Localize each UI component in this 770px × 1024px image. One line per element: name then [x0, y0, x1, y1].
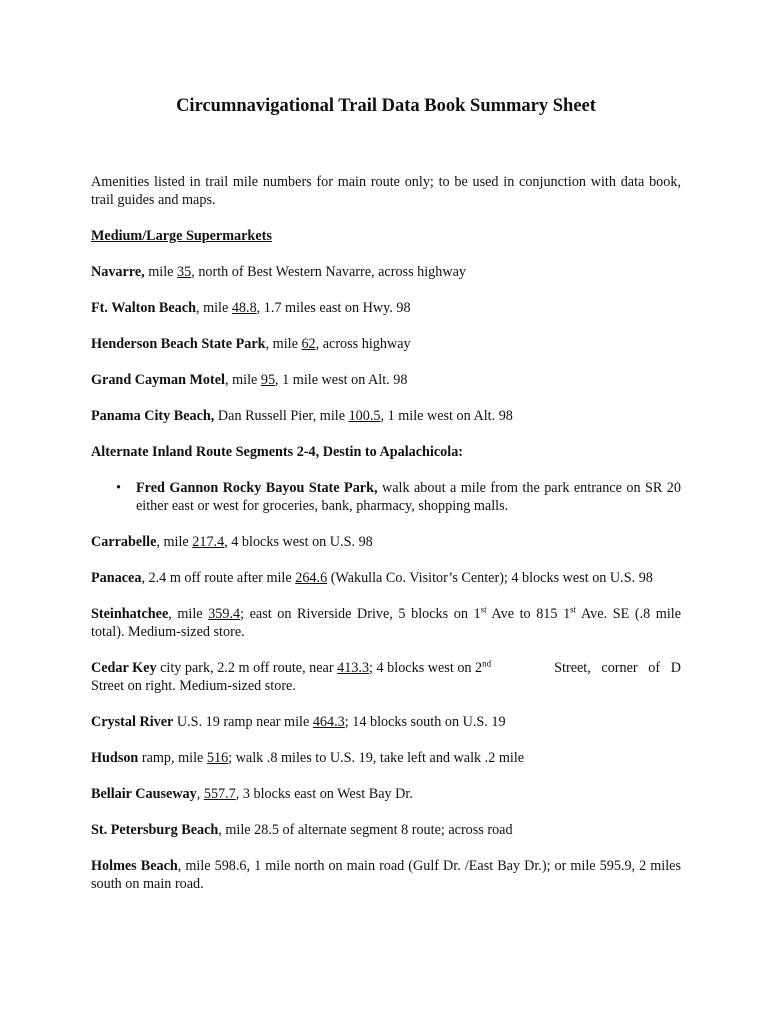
- entry-name: Bellair Causeway: [91, 786, 197, 802]
- entry-text: mile: [144, 264, 178, 280]
- mile-number: 35: [177, 264, 192, 280]
- mile-number: 557.7: [203, 786, 236, 802]
- entry-name: St. Petersburg Beach: [91, 822, 219, 838]
- entry-bellair-causeway: [91, 785, 681, 803]
- entry-text: ; 4 blocks west on 2: [369, 660, 483, 676]
- entry-name: Crystal River: [91, 714, 174, 730]
- entry-name: Fred Gannon Rocky Bayou State Park,: [136, 480, 378, 496]
- entry-text: ; walk .8 miles to U.S. 19, take left and walk .2 mile: [228, 750, 525, 766]
- entry-text: , mile 598.6, 1 mile north on main road (Gulf Dr. /East Bay Dr.); or mile 595.9, 2 miles south on main road.: [91, 858, 681, 892]
- entry-text: , 1 mile west on Alt. 98: [380, 408, 513, 424]
- entry-steinhatchee: [91, 605, 681, 641]
- cedar-key-line-2: Street on right. Medium-sized store.: [91, 678, 296, 694]
- section-heading-supermarkets: [91, 227, 681, 245]
- entry-text: U.S. 19 ramp near mile: [173, 714, 313, 730]
- superscript: st: [570, 604, 577, 615]
- mile-number: 95: [260, 372, 276, 388]
- cedar-key-right: Street, corner of D: [554, 660, 681, 676]
- entry-st-petersburg-beach: [91, 821, 681, 839]
- bullet-list: [91, 479, 681, 515]
- mile-number: 62: [301, 336, 316, 352]
- mile-number: 264.6: [295, 570, 328, 586]
- superscript: nd: [482, 658, 492, 669]
- entry-text: , mile 28.5 of alternate segment 8 route; across road: [218, 822, 513, 838]
- entry-text: , mile: [156, 534, 193, 550]
- mile-number: 217.4: [192, 534, 225, 550]
- entry-name: Grand Cayman Motel: [91, 372, 225, 388]
- entry-holmes-beach: [91, 857, 681, 893]
- entry-navarre: [91, 263, 681, 281]
- mile-number: 516: [206, 750, 229, 766]
- mile-number: 413.3: [337, 660, 370, 676]
- list-item: [116, 479, 681, 515]
- mile-number: 48.8: [231, 300, 257, 316]
- entry-carrabelle: [91, 533, 681, 551]
- entry-text: , 3 blocks east on West Bay Dr.: [235, 786, 413, 802]
- entry-name: Henderson Beach State Park: [91, 336, 266, 352]
- entry-text: , mile: [195, 300, 232, 316]
- entry-cedar-key: [91, 659, 681, 695]
- entry-text: Dan Russell Pier, mile: [214, 408, 349, 424]
- entry-name: Panacea: [91, 570, 142, 586]
- entry-text: , mile: [265, 336, 302, 352]
- entry-text: , across highway: [315, 336, 411, 352]
- entry-text: , 2.4 m off route after mile: [141, 570, 296, 586]
- intro-paragraph: Amenities listed in trail mile numbers for main route only; to be used in conjunction with data book, trail guides and maps.: [91, 174, 681, 208]
- entry-panacea: [91, 569, 681, 587]
- entry-text: walk about a mile from the park entrance on SR 20 either east or west for groceries, bank, pharmacy, shopping malls.: [136, 480, 681, 514]
- mile-number: 359.4: [208, 606, 241, 622]
- entry-name: Ft. Walton Beach: [91, 300, 196, 316]
- entry-text: , mile: [168, 606, 209, 622]
- entry-hudson: [91, 749, 681, 767]
- entry-text: Ave. SE (.8 mile total). Medium-sized store.: [91, 606, 682, 640]
- entry-text: , 1.7 miles east on Hwy. 98: [256, 300, 411, 316]
- entry-grand-cayman: [91, 371, 681, 389]
- entry-text: ; east on Riverside Drive, 5 blocks on 1: [240, 606, 481, 622]
- entry-text: ramp, mile: [138, 750, 207, 766]
- entry-text: (Wakulla Co. Visitor’s Center); 4 blocks west on U.S. 98: [327, 570, 653, 586]
- superscript: st: [480, 604, 487, 615]
- entry-text: city park, 2.2 m off route, near: [156, 660, 338, 676]
- entry-text: , 4 blocks west on U.S. 98: [224, 534, 373, 550]
- entry-text: , north of Best Western Navarre, across highway: [191, 264, 466, 280]
- entry-text: , mile: [225, 372, 261, 388]
- entry-name: Holmes Beach: [91, 858, 178, 874]
- entry-name: Carrabelle: [91, 534, 157, 550]
- alternate-route-heading: Alternate Inland Route Segments 2-4, Destin to Apalachicola:: [91, 444, 464, 460]
- mile-number: 464.3: [312, 714, 345, 730]
- section-heading-text: Medium/Large Supermarkets: [91, 228, 272, 244]
- entry-crystal-river: [91, 713, 681, 731]
- mile-number: 100.5: [348, 408, 381, 424]
- entry-panama-city: [91, 407, 681, 425]
- entry-henderson-beach: [91, 335, 681, 353]
- cedar-key-left: [91, 659, 491, 677]
- entry-name: Navarre,: [91, 264, 145, 280]
- entry-name: Panama City Beach,: [91, 408, 215, 424]
- entry-text: ,: [196, 786, 204, 802]
- entry-name: Hudson: [91, 750, 139, 766]
- entry-text: Ave to 815 1: [486, 606, 571, 622]
- entry-name: Steinhatchee: [91, 606, 169, 622]
- page-title: Circumnavigational Trail Data Book Summary Sheet: [176, 96, 596, 116]
- entry-text: ; 14 blocks south on U.S. 19: [344, 714, 506, 730]
- entry-ft-walton-beach: [91, 299, 681, 317]
- cedar-key-line-1: [91, 659, 681, 677]
- entry-text: , 1 mile west on Alt. 98: [275, 372, 408, 388]
- entry-name: Cedar Key: [91, 660, 157, 676]
- bullet-icon: •: [116, 480, 121, 496]
